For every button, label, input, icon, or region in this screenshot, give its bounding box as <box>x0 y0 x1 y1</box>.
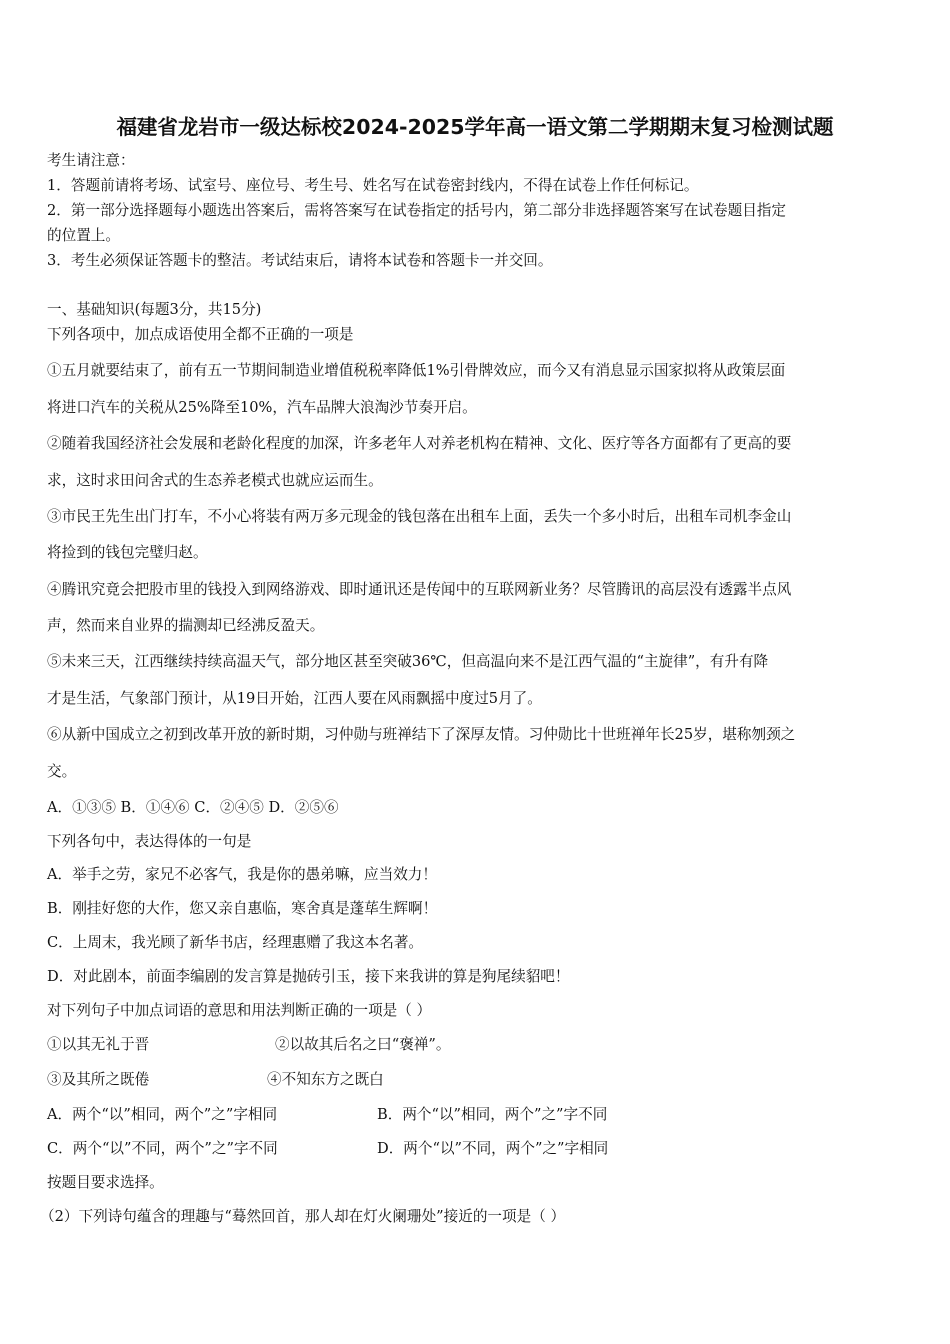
question-stem: 按题目要求选择。 <box>47 1174 164 1191</box>
passage-line: 交。 <box>47 763 77 780</box>
passage-line: ②随着我国经济社会发展和老龄化程度的加深，许多老年人对养老机构在精神、文化、医疗等各方面都有了更高的要 <box>47 435 792 452</box>
passage-line: ⑥从新中国成立之初到改革开放的新时期，习仲勋与班禅结下了深厚友情。习仲勋比十世班禅年长25岁，堪称刎颈之 <box>47 726 796 743</box>
question-stem: 下列各句中，表达得体的一句是 <box>47 833 252 850</box>
notice-item: 3．考生必须保证答题卡的整洁。考试结束后，请将本试卷和答题卡一并交回。 <box>47 252 553 269</box>
page-title: 福建省龙岩市一级达标校2024-2025学年高一语文第二学期期末复习检测试题 <box>116 115 834 139</box>
section-heading: 一、基础知识(每题3分，共15分) <box>47 301 262 318</box>
example-sentence: ②以故其后名之曰“褒禅”。 <box>275 1036 451 1053</box>
passage-line: ④腾讯究竟会把股市里的钱投入到网络游戏、即时通讯还是传闻中的互联网新业务？尽管腾讯的高层没有透露半点风 <box>47 581 792 598</box>
example-row <box>47 1035 910 1055</box>
option-row <box>47 1105 910 1125</box>
answer-option: B．刚挂好您的大作，您又亲自惠临，寒舍真是蓬荜生辉啊！ <box>47 900 438 917</box>
answer-options: A．①③⑤ B．①④⑥ C．②④⑤ D．②⑤⑥ <box>47 799 339 816</box>
passage-line: ⑤未来三天，江西继续持续高温天气，部分地区甚至突破36℃，但高温向来不是江西气温的“主旋律”，有升有降 <box>47 653 769 670</box>
example-sentence: ③及其所之既倦 <box>47 1071 150 1088</box>
answer-option: D．两个“以”不同，两个”之”字相同 <box>377 1140 609 1157</box>
answer-option: D．对此剧本，前面李编剧的发言算是抛砖引玉，接下来我讲的算是狗尾续貂吧！ <box>47 968 570 985</box>
passage-line: 将捡到的钱包完璧归赵。 <box>47 544 208 561</box>
answer-option: C．两个“以”不同，两个”之”字不同 <box>47 1140 278 1157</box>
notice-item: 的位置上。 <box>47 227 120 244</box>
question-stem: 下列各项中，加点成语使用全都不正确的一项是 <box>47 326 354 343</box>
notice-item: 2．第一部分选择题每小题选出答案后，需将答案写在试卷指定的括号内，第二部分非选择题答案写在试卷题目指定 <box>47 202 786 219</box>
example-sentence: ①以其无礼于晋 <box>47 1036 150 1053</box>
notice-item: 1．答题前请将考场、试室号、座位号、考生号、姓名写在试卷密封线内，不得在试卷上作任何标记。 <box>47 177 699 194</box>
passage-line: ①五月就要结束了，前有五一节期间制造业增值税税率降低1%引骨牌效应，而今又有消息显示国家拟将从政策层面 <box>47 362 786 379</box>
question-stem: 对下列句子中加点词语的意思和用法判断正确的一项是（ ） <box>47 1002 432 1019</box>
passage-line: 声，然而来自业界的揣测却已经沸反盈天。 <box>47 617 325 634</box>
option-row <box>47 1139 910 1159</box>
answer-option: A．两个“以”相同，两个”之”字相同 <box>47 1106 278 1123</box>
notice-heading: 考生请注意： <box>47 152 135 169</box>
answer-option: B．两个“以”相同，两个”之”字不同 <box>377 1106 608 1123</box>
passage-line: ③市民王先生出门打车，不小心将装有两万多元现金的钱包落在出租车上面，丢失一个多小时后，出租车司机李金山 <box>47 508 792 525</box>
example-sentence: ④不知东方之既白 <box>267 1071 384 1088</box>
passage-line: 将进口汽车的关税从25%降至10%，汽车品牌大浪淘沙节奏开启。 <box>47 399 477 416</box>
answer-option: A．举手之劳，家兄不必客气，我是你的愚弟嘛，应当效力！ <box>47 866 437 883</box>
sub-question: （2）下列诗句蕴含的理趣与“蓦然回首，那人却在灯火阑珊处”接近的一项是（ ） <box>40 1208 566 1225</box>
passage-line: 才是生活，气象部门预计，从19日开始，江西人要在风雨飘摇中度过5月了。 <box>47 690 542 707</box>
example-row <box>47 1070 910 1090</box>
answer-option: C．上周末，我光顾了新华书店，经理惠赠了我这本名著。 <box>47 934 424 951</box>
passage-line: 求，这时求田问舍式的生态养老模式也就应运而生。 <box>47 472 383 489</box>
